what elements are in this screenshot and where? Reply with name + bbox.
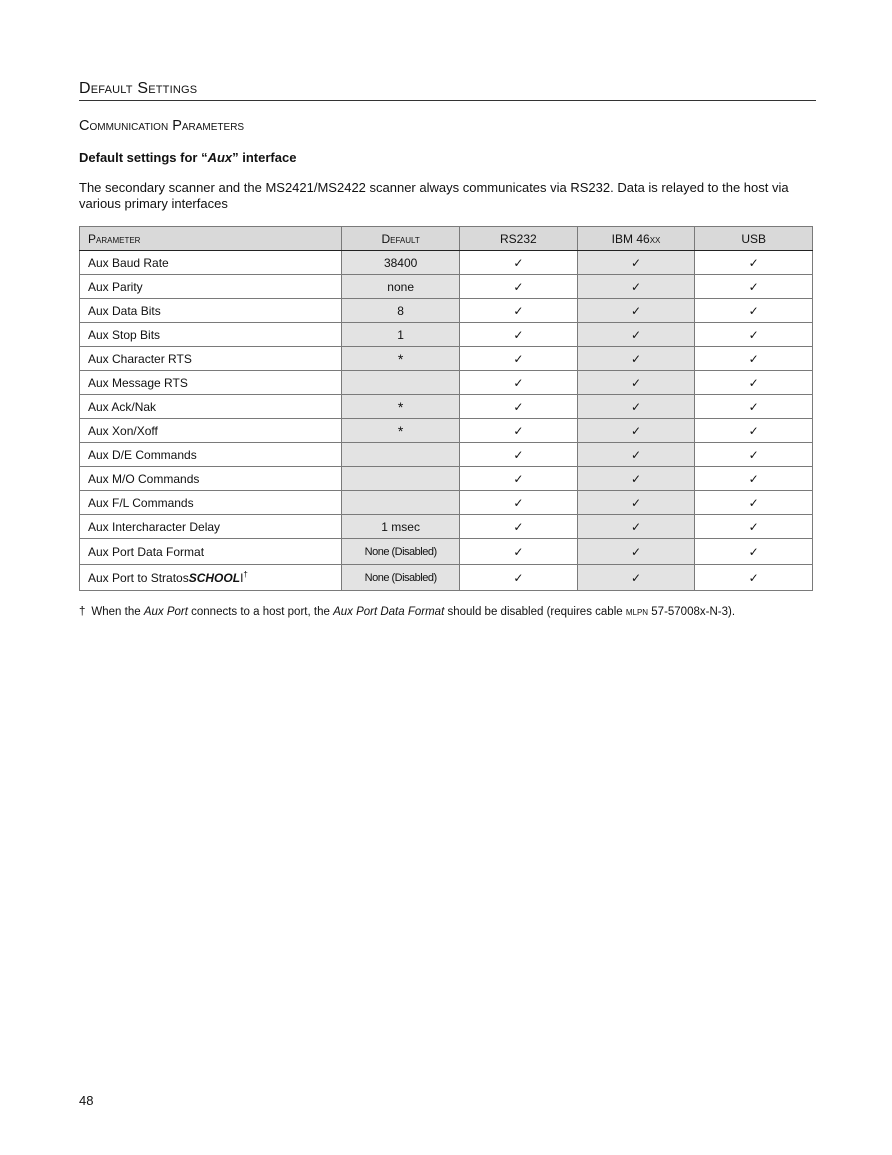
- header-ibm-prefix: IBM 46: [611, 231, 650, 246]
- check-icon: ✓: [630, 495, 642, 510]
- check-icon: ✓: [513, 423, 524, 438]
- check-icon: ✓: [513, 399, 524, 414]
- parameter-name: Aux D/E Commands: [88, 447, 197, 462]
- header-usb: USB: [695, 227, 813, 251]
- ibm-cell: [577, 443, 695, 467]
- default-cell: 1 msec: [342, 515, 460, 539]
- check-icon: ✓: [748, 375, 759, 390]
- header-rs232: RS232: [460, 227, 578, 251]
- rs232-cell: [460, 347, 578, 371]
- parameter-cell: [80, 491, 342, 515]
- rs232-cell: [460, 251, 578, 275]
- default-cell: [342, 491, 460, 515]
- check-icon: ✓: [748, 447, 759, 462]
- check-icon: ✓: [630, 279, 642, 294]
- check-icon: ✓: [748, 327, 759, 342]
- rs232-cell: [460, 323, 578, 347]
- heading-suffix: ” interface: [232, 150, 297, 165]
- check-icon: ✓: [513, 303, 524, 318]
- ibm-cell: [577, 467, 695, 491]
- usb-cell: [695, 467, 813, 491]
- usb-cell: [695, 539, 813, 565]
- table-row: [80, 467, 813, 491]
- parameter-name: Aux Stop Bits: [88, 327, 161, 342]
- parameter-cell: [80, 371, 342, 395]
- usb-cell: [695, 275, 813, 299]
- interface-heading: [79, 150, 296, 165]
- table-row: [80, 565, 813, 591]
- parameter-name: Aux Baud Rate: [88, 255, 169, 270]
- check-icon: ✓: [748, 399, 759, 414]
- table-row: [80, 395, 813, 419]
- table-row: [80, 371, 813, 395]
- default-cell: [342, 467, 460, 491]
- check-icon: ✓: [513, 279, 524, 294]
- ibm-cell: [577, 395, 695, 419]
- table-row: [80, 443, 813, 467]
- check-icon: ✓: [748, 570, 759, 585]
- usb-cell: [695, 323, 813, 347]
- usb-cell: [695, 515, 813, 539]
- ibm-cell: [577, 251, 695, 275]
- table-row: [80, 251, 813, 275]
- parameter-cell: [80, 395, 342, 419]
- check-icon: ✓: [748, 423, 759, 438]
- rs232-cell: [460, 299, 578, 323]
- table-row: [80, 323, 813, 347]
- table-row: [80, 539, 813, 565]
- check-icon: ✓: [630, 255, 642, 270]
- parameter-cell: [80, 275, 342, 299]
- check-icon: ✓: [748, 255, 759, 270]
- parameter-name: Aux F/L Commands: [88, 495, 194, 510]
- header-ibm-suffix: xx: [649, 231, 661, 246]
- ibm-cell: [577, 565, 695, 591]
- check-icon: ✓: [513, 519, 524, 534]
- intro-paragraph: The secondary scanner and the MS2421/MS2422 scanner always communicates via RS232. Data is relayed to the host via various primary interfaces: [79, 180, 789, 211]
- parameter-name: Aux Message RTS: [88, 375, 188, 390]
- table-row: [80, 299, 813, 323]
- footnote-smallcaps: mlpn: [625, 606, 649, 618]
- check-icon: ✓: [630, 399, 642, 414]
- rs232-cell: [460, 491, 578, 515]
- heading-emphasis: Aux: [207, 150, 233, 165]
- footnote: [79, 606, 735, 618]
- usb-cell: [695, 251, 813, 275]
- parameter-name: Aux Ack/Nak: [88, 399, 157, 414]
- parameter-name: Aux Character RTS: [88, 351, 192, 366]
- parameter-emphasis: SCHOOL: [188, 571, 241, 585]
- table-row: [80, 275, 813, 299]
- parameter-cell: [80, 539, 342, 565]
- check-icon: ✓: [630, 519, 642, 534]
- footnote-emphasis-2: Aux Port Data Format: [333, 606, 445, 618]
- check-icon: ✓: [630, 375, 642, 390]
- usb-cell: [695, 565, 813, 591]
- usb-cell: [695, 419, 813, 443]
- check-icon: ✓: [630, 327, 642, 342]
- parameter-name: Aux Data Bits: [88, 303, 161, 318]
- check-icon: ✓: [513, 447, 524, 462]
- check-icon: ✓: [748, 544, 759, 559]
- default-cell: 38400: [342, 251, 460, 275]
- check-icon: ✓: [513, 375, 524, 390]
- check-icon: ✓: [748, 303, 759, 318]
- default-cell: none: [342, 275, 460, 299]
- check-icon: ✓: [513, 327, 524, 342]
- parameter-cell: [80, 299, 342, 323]
- usb-cell: [695, 347, 813, 371]
- default-cell: None (Disabled): [342, 565, 460, 591]
- heading-prefix: Default settings for “: [79, 150, 208, 165]
- rs232-cell: [460, 275, 578, 299]
- footnote-text-4: 57-57008x-N-3).: [648, 606, 736, 618]
- rs232-cell: [460, 395, 578, 419]
- check-icon: ✓: [630, 471, 642, 486]
- check-icon: ✓: [748, 471, 759, 486]
- parameter-cell: [80, 347, 342, 371]
- footnote-text-2: connects to a host port, the: [187, 606, 334, 618]
- check-icon: ✓: [513, 544, 524, 559]
- parameter-name: Aux Parity: [88, 279, 143, 294]
- rs232-cell: [460, 565, 578, 591]
- rs232-cell: [460, 467, 578, 491]
- table-row: [80, 491, 813, 515]
- check-icon: ✓: [630, 570, 642, 585]
- footnote-text-3: should be disabled (requires cable: [444, 606, 626, 618]
- check-icon: ✓: [748, 519, 759, 534]
- parameter-name: Aux M/O Commands: [88, 471, 200, 486]
- header-parameter: Parameter: [80, 227, 342, 251]
- default-cell: *: [342, 395, 460, 419]
- usb-cell: [695, 491, 813, 515]
- parameter-cell: [80, 251, 342, 275]
- ibm-cell: [577, 491, 695, 515]
- parameter-cell: [80, 467, 342, 491]
- rs232-cell: [460, 539, 578, 565]
- page-number: 48: [79, 1093, 94, 1108]
- parameter-name: Aux Port Data Format: [88, 544, 205, 559]
- ibm-cell: [577, 419, 695, 443]
- rs232-cell: [460, 515, 578, 539]
- parameter-name: Aux Port to Stratos: [88, 571, 189, 585]
- usb-cell: [695, 443, 813, 467]
- rs232-cell: [460, 419, 578, 443]
- default-cell: None (Disabled): [342, 539, 460, 565]
- parameter-name: Aux Intercharacter Delay: [88, 519, 221, 534]
- default-cell: *: [342, 347, 460, 371]
- check-icon: ✓: [513, 471, 524, 486]
- usb-cell: [695, 395, 813, 419]
- parameter-trail: I: [240, 571, 244, 585]
- usb-cell: [695, 299, 813, 323]
- ibm-cell: [577, 371, 695, 395]
- default-cell: 8: [342, 299, 460, 323]
- usb-cell: [695, 371, 813, 395]
- table-row: [80, 419, 813, 443]
- check-icon: ✓: [748, 279, 759, 294]
- check-icon: ✓: [748, 495, 759, 510]
- table-body: [80, 251, 813, 591]
- table-header-row: [80, 227, 813, 251]
- default-cell: *: [342, 419, 460, 443]
- default-cell: [342, 371, 460, 395]
- parameter-cell: [80, 515, 342, 539]
- ibm-cell: [577, 299, 695, 323]
- ibm-cell: [577, 323, 695, 347]
- header-ibm: [577, 227, 695, 251]
- check-icon: ✓: [630, 303, 642, 318]
- ibm-cell: [577, 515, 695, 539]
- ibm-cell: [577, 347, 695, 371]
- subsection-title: Communication Parameters: [79, 118, 245, 134]
- ibm-cell: [577, 539, 695, 565]
- table-row: [80, 347, 813, 371]
- parameter-cell: [80, 419, 342, 443]
- check-icon: ✓: [630, 351, 642, 366]
- check-icon: ✓: [513, 255, 524, 270]
- check-icon: ✓: [513, 495, 524, 510]
- parameter-cell: [80, 565, 342, 591]
- parameter-name: Aux Xon/Xoff: [88, 423, 158, 438]
- ibm-cell: [577, 275, 695, 299]
- default-cell: 1: [342, 323, 460, 347]
- footnote-dagger: †: [79, 606, 86, 618]
- table-row: [80, 515, 813, 539]
- default-cell: [342, 443, 460, 467]
- header-default: Default: [342, 227, 460, 251]
- check-icon: ✓: [748, 351, 759, 366]
- check-icon: ✓: [513, 351, 524, 366]
- rs232-cell: [460, 371, 578, 395]
- parameters-table: [79, 226, 813, 591]
- check-icon: ✓: [630, 423, 642, 438]
- dagger-mark: †: [243, 570, 248, 579]
- rs232-cell: [460, 443, 578, 467]
- footnote-emphasis-1: Aux Port: [143, 606, 188, 618]
- parameter-cell: [80, 443, 342, 467]
- parameter-cell: [80, 323, 342, 347]
- check-icon: ✓: [513, 570, 524, 585]
- check-icon: ✓: [630, 544, 642, 559]
- section-title: Default Settings: [79, 80, 816, 101]
- check-icon: ✓: [630, 447, 642, 462]
- footnote-text-1: When the: [91, 606, 144, 618]
